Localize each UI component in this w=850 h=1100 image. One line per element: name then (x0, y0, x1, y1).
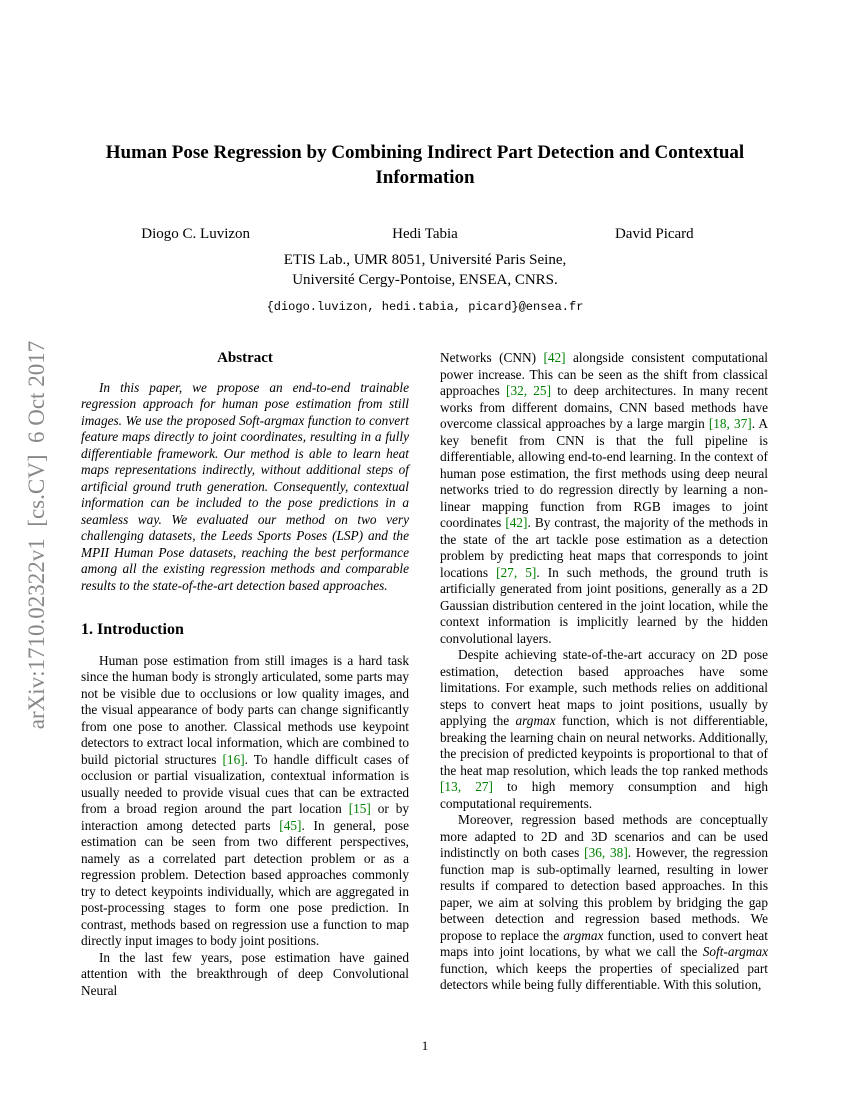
paper-title (81, 140, 769, 190)
citation-link[interactable]: [32, 25] (506, 383, 551, 398)
citation-link[interactable]: [16] (222, 751, 245, 767)
authors-row (81, 226, 769, 243)
paper-content (81, 0, 769, 999)
author-name-1: Diogo C. Luvizon (141, 226, 251, 242)
affiliation-line-1: ETIS Lab., UMR 8051, Université Paris Seine, (283, 252, 567, 268)
paragraph: Moreover, regression based methods are conceptually more adapted to 2D and 3D scenarios and can be used indistinctly on both cases [36, 38]. However, the regression function map is sub-optimally learned, resulting in lower results if compared to detection based approaches. In this paper, we aim at solving this problem by bridging the gap between detection and regression based methods. We propose to replace the argmax function, used to convert heat maps into joint locations, by what we call the Soft-argmax function, which keeps the properties of specialized part detectors while being fully differentiable. With this solution, (440, 812, 768, 992)
paragraph: Human pose estimation from still images is a hard task since the human body is strongly articulated, some parts may not be visible due to occlusions or low quality images, and the visual appearance of body parts can change significantly from one pose to another. Classical methods use keypoint detectors to extract local information, which are combined to build pictorial structures [16]. To handle difficult cases of occlusion or partial visualization, contextual information is usually needed to provide visual cues that can be extracted from a broad region around the part location [15] or by interaction among detected parts [45]. In general, pose estimation can be seen from two different perspectives, namely as a correlated part detection problem or as a regression problem. Detection based approaches commonly try to detect keypoints individually, which are aggregated in post-processing stages to form one pose prediction. In contrast, methods based on regression use a function to map directly input images to body joint positions. (81, 652, 410, 948)
author-name-3: David Picard (614, 226, 694, 242)
right-column (440, 350, 768, 999)
paragraph: Despite achieving state-of-the-art accuracy on 2D pose estimation, detection based approaches have some limitations. For example, such methods relies on additional steps to convert heat maps to joint positions, usually by applying the argmax function, which is not differentiable, breaking the learning chain on neural networks. Additionally, the precision of predicted keypoints is proportional to that of the heat map resolution, which leads the top ranked methods [13, 27] to high memory consumption and high computational requirements. (440, 647, 768, 811)
arxiv-stamp-text: arXiv:1710.02322v1 [cs.CV] 6 Oct 2017 (24, 340, 49, 730)
affiliation-line-2: Université Cergy-Pontoise, ENSEA, CNRS. (292, 272, 558, 288)
citation-link[interactable]: [18, 37] (708, 416, 752, 431)
abstract-heading: Abstract (217, 350, 273, 366)
section-heading-introduction: 1. Introduction (81, 621, 184, 638)
citation-link[interactable]: [45] (279, 817, 302, 833)
citation-link[interactable]: [15] (348, 801, 371, 816)
author-emails: {diogo.luvizon, hedi.tabia, picard}@ensea.fr (266, 300, 584, 314)
paragraph: Networks (CNN) [42] alongside consistent computational power increase. This can be seen as the shift from classical approaches [32, 25] to deep architectures. In many recent works from different domains, CNN based methods have overcome classical approaches by a large margin [18, 37]. A key benefit from CNN is that the full pipeline is differentiable, allowing end-to-end learning. In the context of human pose estimation, the first methods using deep neural networks tried to do regression directly by learning a non-linear mapping function from RGB images to joint coordinates [42]. By contrast, the majority of the methods in the state of the art tackle pose estimation as a detection problem by predicting heat maps that corresponds to joint locations [27, 5]. In such methods, the ground truth is artificially generated from joint positions, generally as a 2D Gaussian distribution centered in the joint location, while the context information is implicitly learned by the hidden convolutional layers. (440, 350, 769, 646)
abstract-text: In this paper, we propose an end-to-end trainable regression approach for human pose estimation from still images. We use the proposed Soft-argmax function to convert feature maps directly to joint coordinates, resulting in a fully differentiable framework. Our method is able to learn heat maps representations indirectly, without additional steps of artificial ground truth generation. Consequently, contextual information can be included to the pose predictions in a seamless way. We evaluated our method on two very challenging datasets, the Leeds Sports Poses (LSP) and the MPII Human Pose datasets, reaching the best performance among all the existing regression methods and comparable results to the state-of-the-art detection based approaches. (81, 379, 409, 593)
left-column (81, 350, 409, 999)
paper-title-line-2: Information (375, 167, 475, 188)
citation-link[interactable]: [13, 27] (440, 779, 493, 794)
citation-link[interactable]: [36, 38] (584, 845, 628, 860)
page-number: 1 (421, 1038, 429, 1053)
citation-link[interactable]: [42] (505, 515, 528, 530)
affiliation (81, 250, 769, 290)
citation-link[interactable]: [42] (543, 350, 566, 365)
paragraph: In the last few years, pose estimation have gained attention with the breakthrough of deep Convolutional Neural (81, 949, 409, 998)
author-name-2: Hedi Tabia (392, 226, 458, 242)
paper-title-line-1: Human Pose Regression by Combining Indirect Part Detection and Contextual (105, 142, 745, 163)
citation-link[interactable]: [27, 5] (496, 564, 537, 580)
two-column-body (81, 350, 769, 999)
